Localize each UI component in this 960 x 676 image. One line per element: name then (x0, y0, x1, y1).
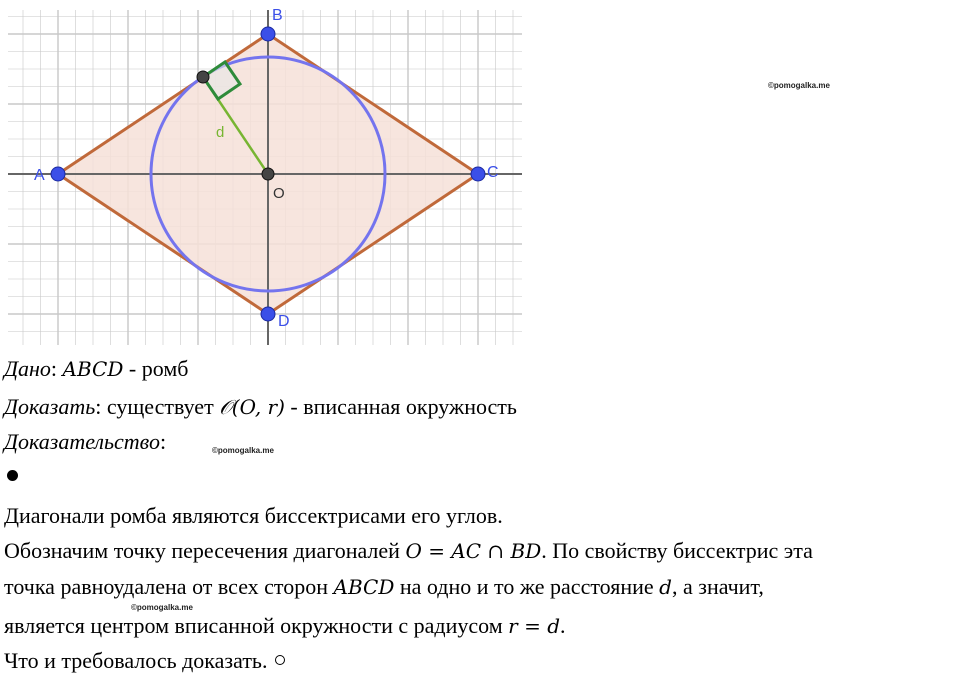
label-o: O (273, 185, 285, 202)
point-a (51, 167, 65, 181)
label-a: A (34, 167, 45, 184)
watermark: ©pomogalka.me (212, 446, 274, 455)
label-b: B (272, 7, 283, 24)
label-c: C (487, 164, 499, 181)
math-circle: 𝒪(O, r) (219, 395, 285, 419)
label-d-segment: d (216, 124, 225, 141)
end-of-proof-icon (275, 655, 285, 665)
prove-line: Доказать: существует 𝒪(O, r) - вписанная окружность (4, 394, 517, 419)
proof-label: Доказательство (4, 429, 160, 454)
proof-line: Доказательство: (4, 429, 167, 454)
watermark: ©pomogalka.me (768, 81, 830, 90)
tangent-point (197, 71, 209, 83)
proof-text-1: Диагонали ромба являются биссектрисами его углов. (4, 503, 503, 528)
watermark: ©pomogalka.me (131, 603, 193, 612)
proof-text-4: является центром вписанной окружности с радиусом r = d. (4, 613, 566, 638)
given-line: Дано: ABCD - ромб (4, 356, 189, 381)
prove-label: Доказать (4, 394, 96, 419)
proof-text-2: Обозначим точку пересечения диагоналей O = AC ∩ BD. По свойству биссектрис эта (4, 538, 813, 563)
proof-text-3: точка равноудалена от всех сторон ABCD на одно и то же расстояние d, а значит, (4, 574, 764, 599)
point-c (471, 167, 485, 181)
point-o (262, 168, 274, 180)
given-label: Дано (4, 356, 51, 381)
point-d (261, 307, 275, 321)
math-abcd: ABCD (62, 357, 124, 381)
point-b (261, 27, 275, 41)
label-d: D (278, 313, 290, 330)
bullet-icon (7, 470, 18, 481)
proof-conclusion: Что и требовалось доказать. (4, 648, 285, 674)
rhombus-figure (0, 0, 530, 350)
